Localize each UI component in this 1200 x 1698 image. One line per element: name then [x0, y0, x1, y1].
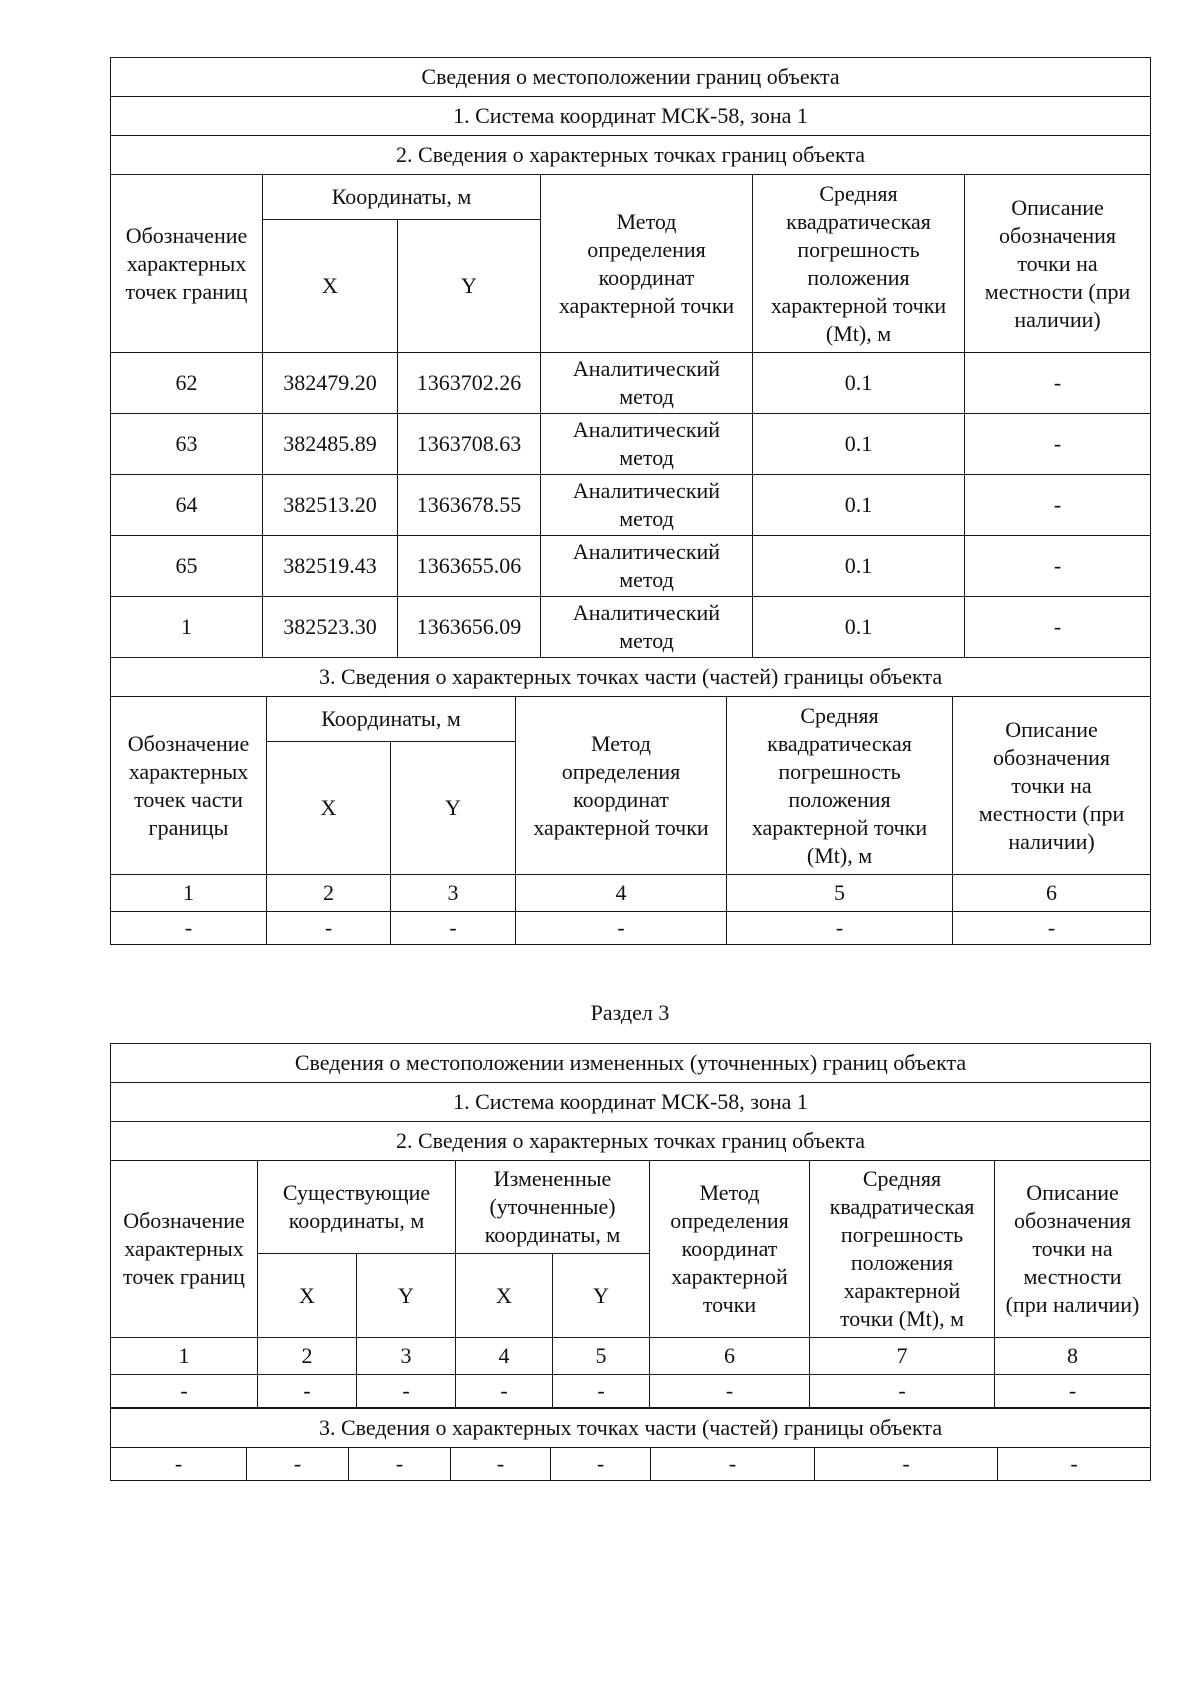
empty-cell: - — [451, 1448, 551, 1481]
empty-cell: - — [456, 1375, 553, 1408]
empty-cell: - — [349, 1448, 451, 1481]
column-number: 3 — [391, 875, 516, 912]
point-mt: 0.1 — [753, 475, 965, 536]
point-y: 1363656.09 — [398, 597, 541, 658]
empty-cell: - — [651, 1448, 815, 1481]
point-desc: - — [965, 597, 1151, 658]
column-number: 2 — [267, 875, 391, 912]
column-number: 5 — [727, 875, 953, 912]
empty-cell: - — [995, 1375, 1151, 1408]
empty-cell: - — [247, 1448, 349, 1481]
column-number: 6 — [650, 1338, 810, 1375]
point-y: 1363655.06 — [398, 536, 541, 597]
point-id: 1 — [111, 597, 263, 658]
point-x: 382513.20 — [263, 475, 398, 536]
point-method: Аналитический метод — [541, 353, 753, 414]
error-header: Средняя квадратическая погрешность положения характерной точки (Mt), м — [810, 1161, 995, 1338]
method-header: Метод определения координат характерной точки — [516, 697, 727, 875]
coords-header: Координаты, м — [263, 175, 541, 220]
x-header: X — [456, 1254, 553, 1338]
point-x: 382523.30 — [263, 597, 398, 658]
table-title: Сведения о местоположении измененных (уточненных) границ объекта — [111, 1044, 1151, 1083]
point-id: 65 — [111, 536, 263, 597]
table-row — [111, 353, 1151, 414]
column-number: 4 — [456, 1338, 553, 1375]
changed-part-boundary-table — [110, 1408, 1151, 1481]
point-mt: 0.1 — [753, 536, 965, 597]
point-desc: - — [965, 475, 1151, 536]
empty-cell: - — [357, 1375, 456, 1408]
table-title: Сведения о местоположении границ объекта — [111, 58, 1151, 97]
point-id: 63 — [111, 414, 263, 475]
coords-header: Координаты, м — [267, 697, 516, 742]
y-header: Y — [553, 1254, 650, 1338]
point-method: Аналитический метод — [541, 475, 753, 536]
point-x: 382485.89 — [263, 414, 398, 475]
designation-header: Обозначение характерных точек границ — [111, 1161, 258, 1338]
changed-boundary-table — [110, 1043, 1151, 1408]
designation-header: Обозначение характерных точек границ — [111, 175, 263, 353]
point-y: 1363708.63 — [398, 414, 541, 475]
table-row — [111, 912, 1151, 945]
column-number: 5 — [553, 1338, 650, 1375]
description-header: Описание обозначения точки на местности (при наличии) — [953, 697, 1151, 875]
point-desc: - — [965, 536, 1151, 597]
part-boundary-table — [110, 657, 1151, 945]
section-title: 2. Сведения о характерных точках границ объекта — [111, 136, 1151, 175]
point-id: 64 — [111, 475, 263, 536]
point-method: Аналитический метод — [541, 414, 753, 475]
section-caption: Раздел 3 — [590, 1000, 670, 1025]
error-header: Средняя квадратическая погрешность положения характерной точки (Mt), м — [727, 697, 953, 875]
empty-cell: - — [516, 912, 727, 945]
section-title: 3. Сведения о характерных точках части (частей) границы объекта — [111, 1409, 1151, 1448]
changed-coords-header: Измененные (уточненные) координаты, м — [456, 1161, 650, 1254]
empty-cell: - — [727, 912, 953, 945]
column-numbers-row — [111, 1338, 1151, 1375]
column-number: 7 — [810, 1338, 995, 1375]
empty-cell: - — [998, 1448, 1151, 1481]
point-y: 1363702.26 — [398, 353, 541, 414]
coordinate-system: 1. Система координат МСК-58, зона 1 — [111, 97, 1151, 136]
point-desc: - — [965, 353, 1151, 414]
column-numbers-row — [111, 875, 1151, 912]
empty-cell: - — [111, 912, 267, 945]
point-x: 382479.20 — [263, 353, 398, 414]
method-header: Метод определения координат характерной точки — [541, 175, 753, 353]
section-title: 2. Сведения о характерных точках границ объекта — [111, 1122, 1151, 1161]
column-number: 6 — [953, 875, 1151, 912]
column-number: 2 — [258, 1338, 357, 1375]
empty-cell: - — [258, 1375, 357, 1408]
point-x: 382519.43 — [263, 536, 398, 597]
column-number: 3 — [357, 1338, 456, 1375]
y-header: Y — [391, 742, 516, 875]
point-id: 62 — [111, 353, 263, 414]
empty-cell: - — [815, 1448, 998, 1481]
column-number: 1 — [111, 875, 267, 912]
point-method: Аналитический метод — [541, 536, 753, 597]
table-row — [111, 414, 1151, 475]
empty-cell: - — [553, 1375, 650, 1408]
coordinate-system: 1. Система координат МСК-58, зона 1 — [111, 1083, 1151, 1122]
error-header: Средняя квадратическая погрешность положения характерной точки (Mt), м — [753, 175, 965, 353]
point-mt: 0.1 — [753, 597, 965, 658]
x-header: X — [263, 220, 398, 353]
description-header: Описание обозначения точки на местности (при наличии) — [965, 175, 1151, 353]
existing-coords-header: Существующие координаты, м — [258, 1161, 456, 1254]
point-mt: 0.1 — [753, 414, 965, 475]
x-header: X — [267, 742, 391, 875]
y-header: Y — [357, 1254, 456, 1338]
empty-cell: - — [953, 912, 1151, 945]
column-number: 4 — [516, 875, 727, 912]
point-desc: - — [965, 414, 1151, 475]
empty-cell: - — [111, 1448, 247, 1481]
empty-cell: - — [391, 912, 516, 945]
empty-cell: - — [810, 1375, 995, 1408]
point-method: Аналитический метод — [541, 597, 753, 658]
point-y: 1363678.55 — [398, 475, 541, 536]
method-header: Метод определения координат характерной точки — [650, 1161, 810, 1338]
column-number: 1 — [111, 1338, 258, 1375]
description-header: Описание обозначения точки на местности (при наличии) — [995, 1161, 1151, 1338]
table-row — [111, 1448, 1151, 1481]
section-title: 3. Сведения о характерных точках части (частей) границы объекта — [111, 658, 1151, 697]
table-row — [111, 597, 1151, 658]
table-row — [111, 475, 1151, 536]
empty-cell: - — [650, 1375, 810, 1408]
empty-cell: - — [267, 912, 391, 945]
y-header: Y — [398, 220, 541, 353]
point-mt: 0.1 — [753, 353, 965, 414]
empty-cell: - — [551, 1448, 651, 1481]
designation-header: Обозначение характерных точек части границы — [111, 697, 267, 875]
table-row — [111, 1375, 1151, 1408]
boundary-location-table — [110, 57, 1151, 658]
column-number: 8 — [995, 1338, 1151, 1375]
x-header: X — [258, 1254, 357, 1338]
table-row — [111, 536, 1151, 597]
empty-cell: - — [111, 1375, 258, 1408]
